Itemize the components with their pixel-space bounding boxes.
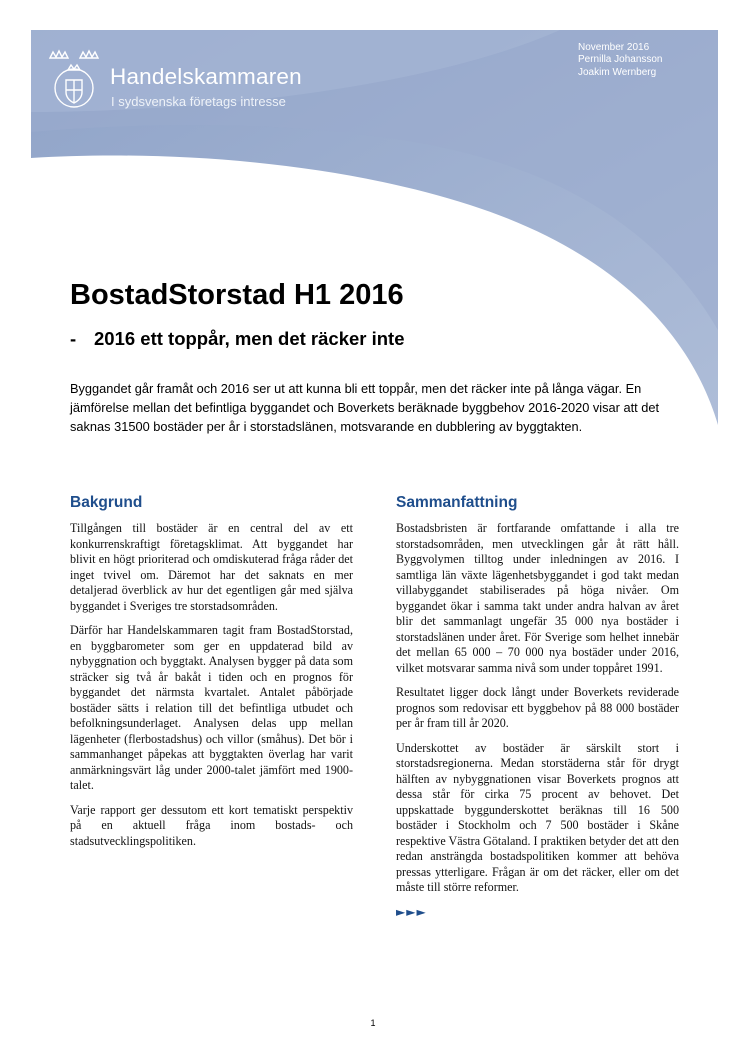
org-name: Handelskammaren — [110, 64, 302, 89]
subtitle-dash: - — [70, 328, 77, 349]
left-column-heading: Bakgrund — [70, 494, 143, 511]
right-paragraph-3: Underskottet av bostäder är särskilt stort i storstadsregionerna. Medan storstäderna står för drygt hälften av nybyggnationen visar Boverkets prognos att dessa står för cirka 75 procent av behovet. Det uppskattade byggunderskottet beräknas till 16 500 bostäder i Stockholm och 7 500 bostäder i Skåne respektive Västra Götaland. I praktiken betyder det att den redan ansträngda bostadspolitiken kommer att behöva pressas ytterligare. Frågan är om det räcker, eller om det måste till större reformer. — [396, 740, 679, 894]
meta-date: November 2016 — [578, 42, 650, 53]
document-meta — [578, 42, 663, 79]
continue-arrows-icon: ►►► — [396, 904, 427, 919]
document-subtitle — [70, 328, 405, 350]
meta-author-1: Pernilla Johansson — [578, 54, 663, 66]
right-paragraph-1: Bostadsbristen är fortfarande omfattande i alla tre storstadsområden, men utvecklingen går åt rätt håll. Byggvolymen tilltog under inledningen av 2016. I samtliga län växte lägenhetsbyggandet i god takt medan villabyggandet stabiliserades på höga nivåer. Om byggandet ökar i samma takt under andra halvan av året blir det sammanlagt ungefär 35 000 nya bostäder i storstadslänen under året. För Sverige som helhet innebär det mellan 65 000 – 70 000 nya bostäder under 2016, vilket motsvarar samma nivå som under toppåret 1991. — [396, 521, 679, 675]
right-column-heading: Sammanfattning — [396, 494, 518, 511]
subtitle-text: 2016 ett toppår, men det räcker inte — [94, 328, 405, 349]
right-column — [396, 484, 679, 919]
meta-author-2: Joakim Wernberg — [578, 66, 657, 78]
left-paragraph-2: Därför har Handelskammaren tagit fram BostadStorstad, en byggbarometer som ger en uppdaterad bild av nybyggnation och byggtakt. Analysen bygger på data som sträcker sig två år bakåt i tiden och en prognos för byggandet det närmsta kvartalet. Antalet påbörjade bostäder sätts i relation till det befintliga utbudet och befolkningsunderlaget. Analysen delas upp mellan lägenheter (flerbostadshus) och villor (småhus). Det bör i sammanhanget påpekas att byggtakten överlag har varit anmärkningsvärt låg under 2000-talet jämfört med 1900-talet. — [70, 623, 353, 792]
document-title: BostadStorstad H1 2016 — [70, 279, 404, 311]
crest-logo-icon — [44, 46, 104, 116]
left-paragraph-1: Tillgången till bostäder är en central del av ett konkurrenskraftigt företagsklimat. Att byggandet har blivit en högt prioriterad och omdiskuterad fråga råder det inget tvivel om. Däremot har det saknats en mer detaljerad överblick av hur det egentligen går med själva byggandet i Sveriges tre storstadsområden. — [70, 521, 353, 613]
left-paragraph-3: Varje rapport ger dessutom ett kort tematiskt perspektiv på en aktuell fråga inom bostads- och stadsutvecklingspolitiken. — [70, 802, 353, 848]
org-tagline: I sydsvenska företags intresse — [111, 94, 286, 109]
page-number: 1 — [370, 1018, 376, 1028]
left-column — [70, 484, 353, 858]
intro-paragraph: Byggandet går framåt och 2016 ser ut att kunna bli ett toppår, men det räcker inte på långa vägar. En jämförelse mellan det befintliga byggandet och Boverkets beräknade byggbehov 2016-2020 visar att det saknas 31500 bostäder per år i storstadslänen, motsvarande en dubblering av byggtakten. — [70, 381, 660, 434]
right-paragraph-2: Resultatet ligger dock långt under Boverkets reviderade prognos som redovisar ett byggbehov på 88 000 bostäder per år fram till år 2020. — [396, 685, 679, 730]
